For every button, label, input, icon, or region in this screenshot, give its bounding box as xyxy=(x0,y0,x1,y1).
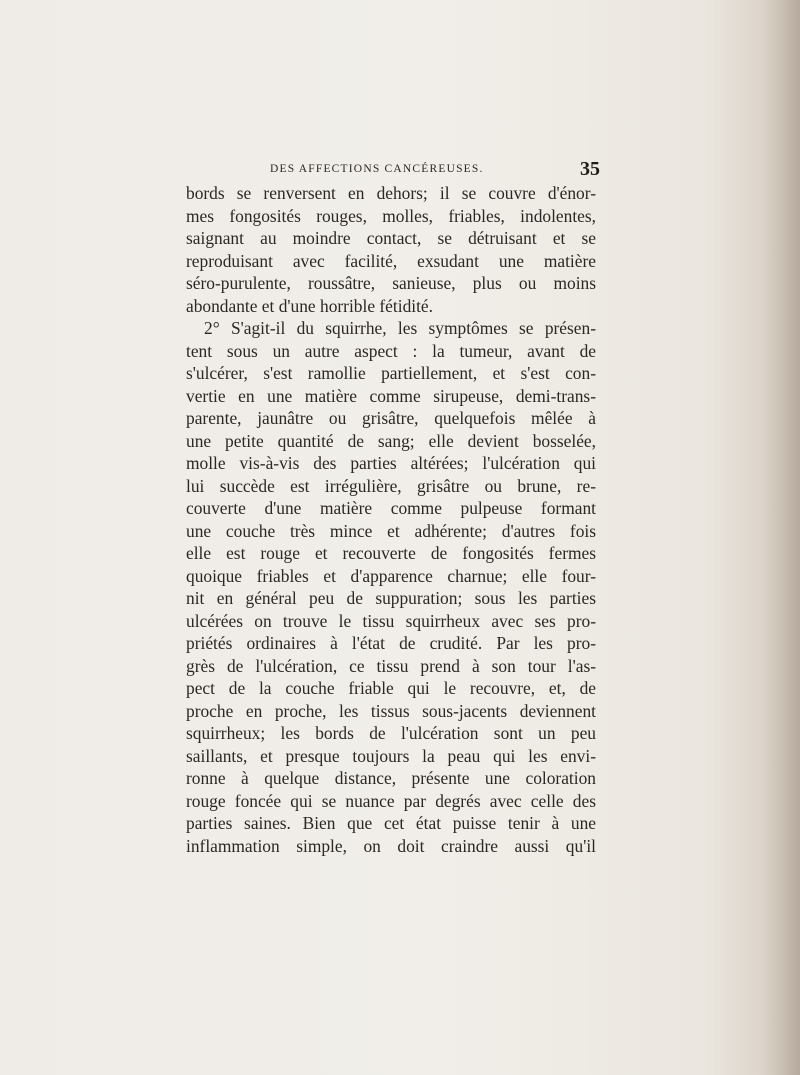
text-line: saillants, et presque toujours la peau qui les envi- xyxy=(186,745,596,766)
text-line: grès de l'ulcération, ce tissu prend à son tour l'as- xyxy=(186,655,596,676)
text-line: une couche très mince et adhérente; d'autres fois xyxy=(186,520,596,541)
text-line: lui succède est irrégulière, grisâtre ou brune, re- xyxy=(186,475,596,496)
page-number: 35 xyxy=(580,158,600,180)
text-line: inflammation simple, on doit craindre aussi qu'il xyxy=(186,835,596,856)
page-edge-shadow xyxy=(760,0,800,1075)
text-line: rouge foncée qui se nuance par degrés avec celle des xyxy=(186,790,596,811)
text-line: séro-purulente, roussâtre, sanieuse, plus ou moins xyxy=(186,273,596,293)
text-line: vertie en une matière comme sirupeuse, demi-trans- xyxy=(186,385,596,406)
text-line: couverte d'une matière comme pulpeuse formant xyxy=(186,498,596,518)
text-line: squirrheux; les bords de l'ulcération sont un peu xyxy=(186,723,596,743)
text-line: quoique friables et d'apparence charnue; elle four- xyxy=(186,565,596,586)
text-line: pect de la couche friable qui le recouvre, et, de xyxy=(186,678,596,698)
text-line: tent sous un autre aspect : la tumeur, avant de xyxy=(186,340,596,361)
body-text xyxy=(186,182,596,857)
text-line: nit en général peu de suppuration; sous les parties xyxy=(186,588,596,608)
text-line: une petite quantité de sang; elle devient bosselée, xyxy=(186,430,596,451)
text-line: ulcérées on trouve le tissu squirrheux avec ses pro- xyxy=(186,610,596,631)
text-line: mes fongosités rouges, molles, friables, indolentes, xyxy=(186,205,596,226)
text-line: proche en proche, les tissus sous-jacents deviennent xyxy=(186,700,596,721)
text-line: saignant au moindre contact, se détruisant et se xyxy=(186,228,596,248)
page-header xyxy=(270,160,600,184)
text-line: ronne à quelque distance, présente une coloration xyxy=(186,768,596,788)
text-line: abondante et d'une horrible fétidité. xyxy=(186,295,433,316)
text-line: s'ulcérer, s'est ramollie partiellement, et s'est con- xyxy=(186,363,596,383)
text-line: parties saines. Bien que cet état puisse tenir à une xyxy=(186,813,596,833)
text-line: 2° S'agit-il du squirrhe, les symptômes se présen- xyxy=(204,318,596,338)
text-line: elle est rouge et recouverte de fongosités fermes xyxy=(186,543,596,563)
text-line: parente, jaunâtre ou grisâtre, quelquefois mêlée à xyxy=(186,408,596,428)
text-line: priétés ordinaires à l'état de crudité. Par les pro- xyxy=(186,633,596,653)
running-head: DES AFFECTIONS CANCÉREUSES. xyxy=(270,163,484,175)
text-line: molle vis-à-vis des parties altérées; l'ulcération qui xyxy=(186,453,596,473)
text-line: bords se renversent en dehors; il se couvre d'énor- xyxy=(186,183,596,203)
text-line: reproduisant avec facilité, exsudant une matière xyxy=(186,250,596,271)
